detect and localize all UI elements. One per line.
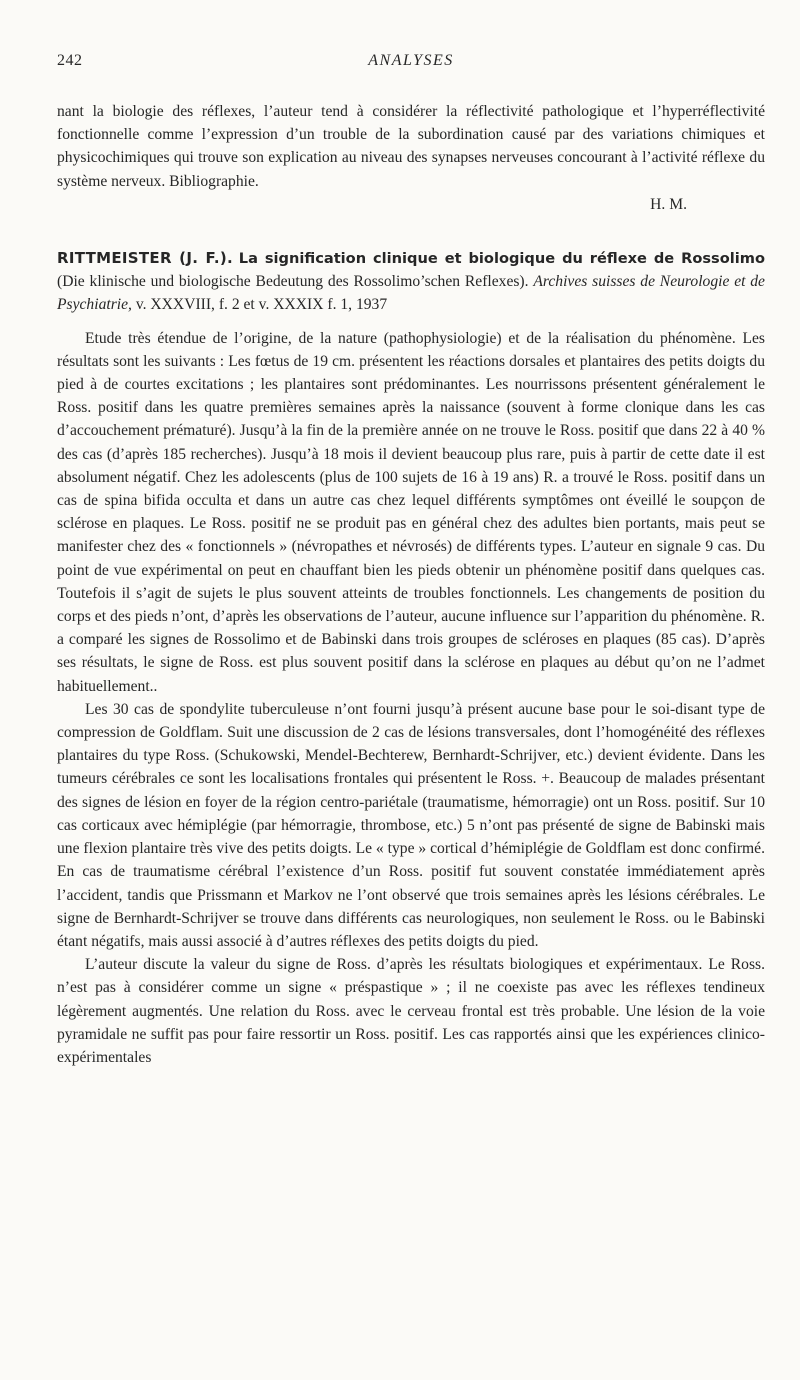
- review-title-french: La signification clinique et biologique du réflexe de Rossolimo: [238, 250, 765, 268]
- page-number: 242: [57, 52, 83, 69]
- page-body: [57, 100, 765, 1069]
- review-paragraph-2: Les 30 cas de spondylite tuberculeuse n’ont fourni jusqu’à présent aucune base pour le soi-disant type de compression de Goldflam. Suit une discussion de 2 cas de lésions transversales, dont l’homogénéité des réflexes plantaires du type Ross. (Schukowski, Mendel-Bechterew, Bernhardt-Schrijver, etc.) devient évidente. Dans les tumeurs cérébrales ce sont les localisations frontales qui présentent le Ross. +. Beaucoup de malades présentant des signes de lésion en foyer de la région centro-pariétale (traumatisme, hémorragie) ont un Ross. positif. Sur 10 cas corticaux avec hémiplégie (par hémorragie, thrombose, etc.) 5 n’ont pas présenté de signe de Babinski mais une flexion plantaire très vive des petits doigts. Le « type » cortical d’hémiplégie de Goldflam est donc confirmé. En cas de traumatisme cérébral l’existence d’un Ross. positif fut souvent constatée immédiatement après l’accident, tandis que Prissmann et Markov ne l’ont observé que trois semaines après les lésions cérébrales. Le signe de Bernhardt-Schrijver se trouve dans différents cas neurologiques, non seulement le Ross. ou le Babinski étant négatifs, mais aussi associé à d’autres réflexes des petits doigts du pied.: [57, 700, 765, 950]
- review-paragraph-3: L’auteur discute la valeur du signe de Ross. d’après les résultats biologiques et expérimentaux. Le Ross. n’est pas à considérer comme un signe « préspastique » ; il ne coexiste pas avec les réflexes tendineux légèrement augmentés. Une relation du Ross. avec le cerveau frontal est très probable. Une lésion de la voie pyramidale ne suffit pas pour faire ressortir un Ross. positif. Les cas rapportés ainsi que les expériences clinico-expérimentales: [57, 956, 765, 1066]
- review-author: RITTMEISTER (J. F.).: [57, 249, 234, 268]
- previous-review-signature: H. M.: [650, 195, 687, 213]
- previous-review-text: [57, 100, 765, 193]
- section-gap: [57, 216, 765, 226]
- heading-gap: [57, 317, 765, 327]
- review-journal: Archives suisses de Neurologie et de Psychiatrie,: [57, 273, 765, 314]
- previous-review-signature-line: [57, 193, 765, 216]
- review-heading: [57, 247, 765, 317]
- page-header: [57, 52, 765, 76]
- review-citation: v. XXXVIII, f. 2 et v. XXXIX f. 1, 1937: [135, 296, 388, 314]
- previous-review-body: nant la biologie des réflexes, l’auteur tend à considérer la réflectivité pathologique et l’hyperréflectivité fonctionnelle comme l’expression d’un trouble de la subordination causé par des variations chimiques et physicochimiques qui trouve son explication au niveau des synapses nerveuses concourant à l’activité réflexe du système nerveux. Bibliographie.: [57, 103, 765, 190]
- review-paragraph-1: Etude très étendue de l’origine, de la nature (pathophysiologie) et de la réalisation du phénomène. Les résultats sont les suivants : Les fœtus de 19 cm. présentent les réactions dorsales et plantaires des petits doigts du pied à de courtes excitations ; les plantaires sont prédominantes. Les nourrissons présentent généralement le Ross. positif dans les quatre premières semaines après la naissance (souvent à forme clonique dans les cas d’accouchement prématuré). Jusqu’à la fin de la première année on ne trouve le Ross. positif que dans 22 à 40 % des cas (d’après 185 recherches). Jusqu’à 18 mois il devient beaucoup plus rare, puis à partir de cette date il est absolument négatif. Chez les adolescents (plus de 100 sujets de 16 à 19 ans) R. a trouvé le Ross. positif dans un cas de spina bifida occulta et dans un autre cas chez lequel différents symptômes ont éveillé le soupçon de sclérose en plaques. Le Ross. positif ne se produit pas en général chez des adultes bien portants, mais peut se manifester chez des « fonctionnels » (névropathes et névrosés) de différents types. L’auteur en signale 9 cas. Du point de vue expérimental on peut en chauffant bien les pieds obtenir un phénomène positif dans quelques cas. Toutefois il s’agit de sujets le plus souvent atteints de troubles fonctionnels. Les changements de position du corps et des pieds n’ont, d’après les observations de l’auteur, aucune influence sur l’apparition du phénomène. R. a comparé les signes de Rossolimo et de Babinski dans trois groupes de scléroses en plaques (85 cas). D’après ses résultats, le signe de Ross. est plus souvent positif dans la sclérose en plaques au début qu’on ne l’admet habituellement..: [57, 329, 765, 695]
- review-title-german: (Die klinische und biologische Bedeutung des Rossolimo’schen Reflexes).: [57, 273, 529, 291]
- running-title: ANALYSES: [368, 52, 454, 69]
- previous-review: [57, 100, 765, 216]
